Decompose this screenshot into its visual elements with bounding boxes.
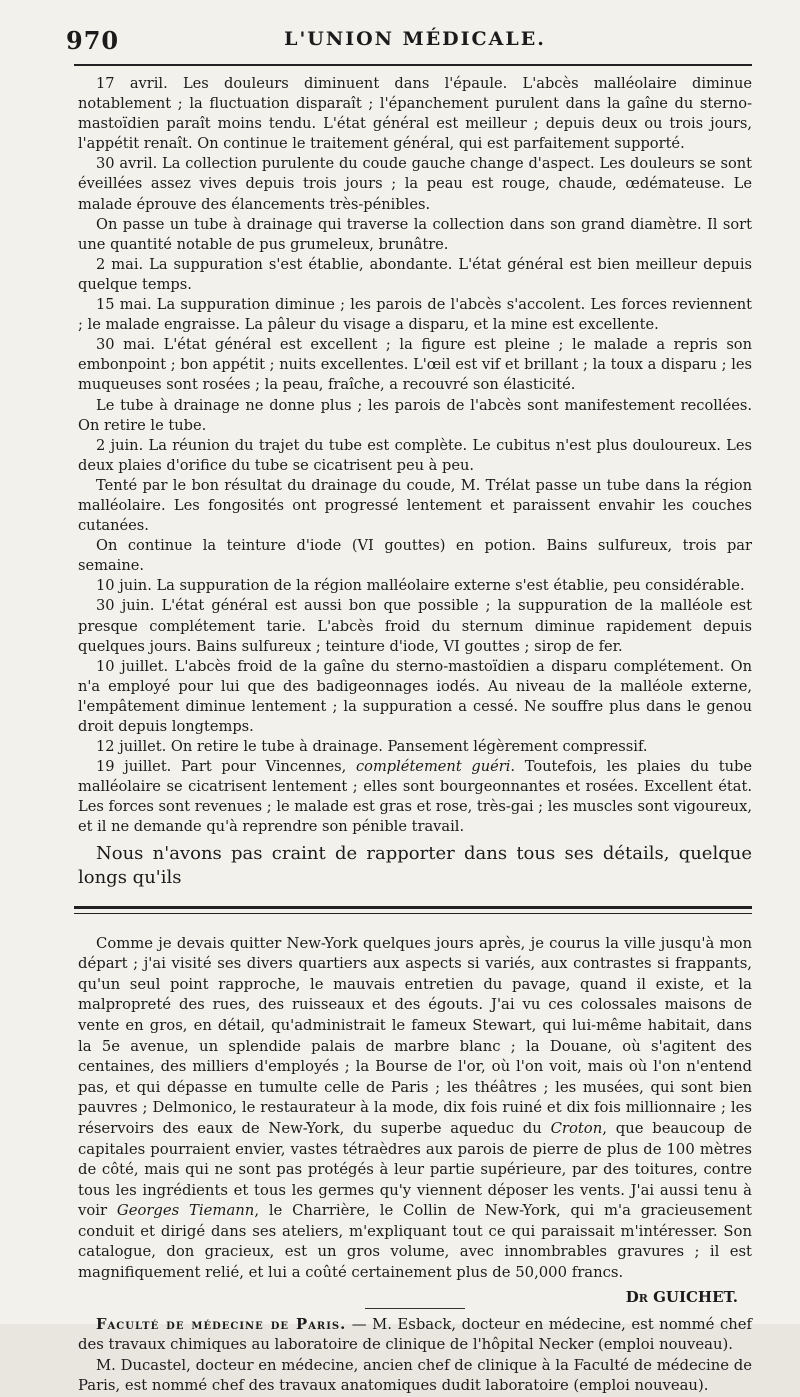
case-report [78, 74, 752, 890]
page-number: 970 [66, 26, 120, 55]
new-york-text-3: , le Charrière, le Collin de New-York, qui m'a gracieusement conduit et dirigé dans ses ateliers, m'expliquant tout ce qui paraissait m'intéresser. Son catalogue, don gracieux, est un gros volume, avec innombrables gravures ; il est magnifiquement relié, et lui a coûté certainement plus de 50,000 francs. [78, 1202, 752, 1282]
journal-title: L'UNION MÉDICALE. [284, 28, 546, 50]
tiemann-name: Georges Tiemann [116, 1202, 255, 1220]
july-19-rest: Toutefois, les plaies du tube malléolaire se cicatrisent lentement ; elles sont bourgeonnantes et rosées. Excellent état. Les forces sont revenues ; le malade est gras et rose, très-gai ; les muscles sont vigoureux, et il ne demande qu'à reprendre son pénible travail. [78, 758, 753, 836]
note-april-17: 17 avril. Les douleurs diminuent dans l'épaule. L'abcès malléolaire diminue notablement ; la fluctuation disparaît ; l'épanchement purulent dans la gaîne du sterno-mastoïdien paraît moins tendu. L'état général est meilleur ; depuis deux ou trois jours, l'appétit renaît. On continue le traitement général, qui est parfaitement supporté. [78, 75, 752, 153]
new-york-paragraph [78, 934, 752, 1284]
note-may-2: 2 mai. La suppuration s'est établie, abondante. L'état général est bien meilleur depuis quelque temps. [78, 255, 752, 293]
july-19-text: 19 juillet. Part pour Vincennes, [96, 758, 356, 776]
note-iodine: On continue la teinture d'iode (VI gouttes) en potion. Bains sulfureux, trois par semaine. [78, 537, 752, 575]
page-header [66, 20, 752, 55]
note-may-15: 15 mai. La suppuration diminue ; les parois de l'abcès s'accolent. Les forces reviennent ; le malade engraisse. La pâleur du visage a disparu, et la mine est excellente. [78, 296, 752, 334]
july-19-emphasis: complétement guéri. [356, 758, 516, 776]
note-tube-removed: Le tube à drainage ne donne plus ; les parois de l'abcès sont manifestement recollées. On retire le tube. [78, 396, 752, 434]
faculty-text-1: — M. Esback, docteur en médecine, est nommé chef des travaux chimiques au laboratoire de clinique de l'hôpital Necker (emploi nouveau). [78, 1315, 752, 1354]
author-signature: Dr GUICHET. [625, 1287, 738, 1306]
croton-name: Croton [550, 1119, 603, 1137]
note-july-12: 12 juillet. On retire le tube à drainage. Pansement légèrement compressif. [96, 738, 648, 756]
note-may-30: 30 mai. L'état général est excellent ; la figure est pleine ; le malade a repris son embonpoint ; bon appétit ; nuits excellentes. L'œil est vif et brillant ; la toux a disparu ; les muqueuses sont rosées ; la peau, fraîche, a recouvré son élasticité. [78, 336, 752, 394]
note-april-30: 30 avril. La collection purulente du coude gauche change d'aspect. Les douleurs se sont éveillées assez vives depuis trois jours ; la peau est rouge, chaude, œdémateuse. Le malade éprouve des élancements très-pénibles. [78, 155, 752, 213]
new-york-text-2: , que beaucoup de capitales pourraient envier, vastes tétraèdres aux parois de pierre de plus de 100 mètres de côté, mais qui ne sont pas protégés à leur partie supérieure, par des toitures, contre tous les ingrédients et tous les germes qu'y viennent déposer les vents. J'ai aussi tenu à voir [78, 1119, 752, 1220]
note-drainage: On passe un tube à drainage qui traverse la collection dans son grand diamètre. Il sort une quantité notable de pus grumeleux, brunâtre. [78, 215, 752, 253]
note-july-19 [78, 757, 752, 837]
section-divider [74, 906, 752, 914]
faculty-label: Faculté de médecine de Paris. [96, 1315, 347, 1333]
header-rule [74, 64, 752, 66]
new-york-text-1: Comme je devais quitter New-York quelques jours après, je courus la ville jusqu'à mon départ ; j'ai visité ses divers quartiers aux aspects si variés, aux contrastes si frappants, qu'un seul point rapproche, le mauvais entretien du pavage, quand il existe, et la malpropreté des rues, des ruisseaux et des égouts. J'ai vu ces colossales maisons de vente en gros, en détail, qu'administrait le fameux Stewart, qui lui-même habitait, dans la 5e avenue, un splendide palais de marbre blanc ; la Douane, où s'agitent des centaines, des milliers d'employés ; la Bourse de l'or, où l'on voit, mais où l'on n'entend pas, et qui dépasse en tumulte celle de Paris ; les théâtres ; les musées, qui sont bien pauvres ; Delmonico, le restaurateur à la mode, dix fois ruiné et dix fois millionnaire ; les réservoirs des eaux de New-York, du superbe aqueduc du [78, 934, 752, 1137]
new-york-section [78, 934, 752, 1397]
note-june-2: 2 juin. La réunion du trajet du tube est complète. Le cubitus n'est plus douloureux. Les deux plaies d'orifice du tube se cicatrisent peu à peu. [78, 436, 752, 474]
note-trelat: Tenté par le bon résultat du drainage du coude, M. Trélat passe un tube dans la région malléolaire. Les fongosités ont progressé lentement et paraissent envahir les couches cutanées. [78, 476, 752, 535]
signature-rule [365, 1308, 465, 1309]
faculty-notice-1 [78, 1315, 752, 1356]
faculty-notice-2: M. Ducastel, docteur en médecine, ancien chef de clinique à la Faculté de médecine de Paris, est nommé chef des travaux anatomiques dudit laboratoire (emploi nouveau). [78, 1356, 752, 1395]
note-june-30: 30 juin. L'état général est aussi bon que possible ; la suppuration de la malléole est presque complétement tarie. L'abcès froid du sternum diminue rapidement depuis quelques jours. Bains sulfureux ; teinture d'iode, VI gouttes ; sirop de fer. [78, 597, 752, 655]
note-june-10: 10 juin. La suppuration de la région malléolaire externe s'est établie, peu considérable. [96, 577, 745, 595]
closing-lead-line: Nous n'avons pas craint de rapporter dans tous ses détails, quelque longs qu'ils [78, 842, 752, 888]
note-july-10: 10 juillet. L'abcès froid de la gaîne du sterno-mastoïdien a disparu complétement. On n'a employé pour lui que des badigeonnages iodés. Au niveau de la malléole externe, l'empâtement diminue lentement ; la suppuration a cessé. Ne souffre plus dans le genou droit depuis longtemps. [78, 657, 752, 735]
